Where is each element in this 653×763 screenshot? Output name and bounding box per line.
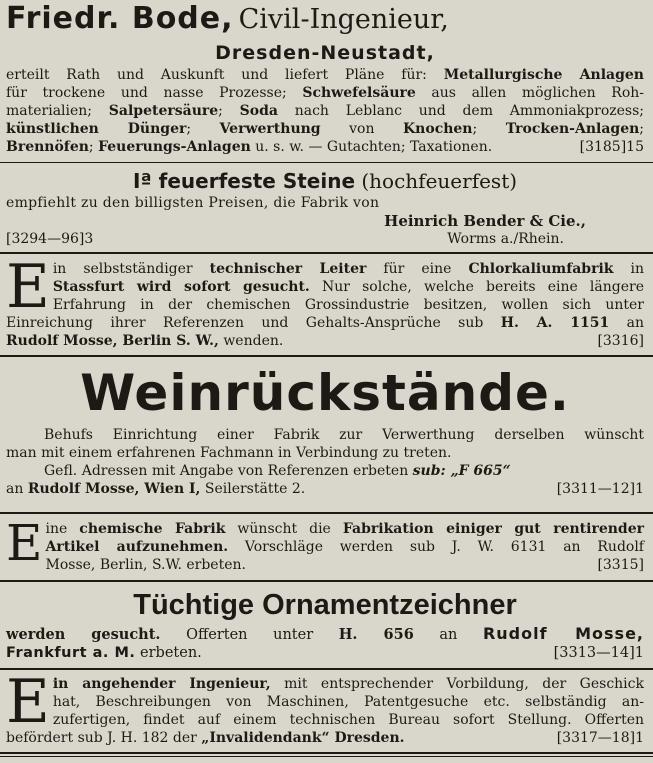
emphasis-text: Stassfurt wird sofort gesucht.	[52, 279, 310, 295]
ad1-body	[6, 66, 644, 156]
body-text: ;	[88, 139, 99, 155]
ad7-initial: E	[6, 667, 50, 737]
ad6-line2-b: erbeten.	[135, 645, 202, 661]
ad2-ref: [3294—96]3	[6, 231, 94, 247]
ad7-ref: [3317—18]1	[556, 730, 644, 746]
ad-weinrueckstaende	[6, 360, 644, 498]
ad1-lines-line	[6, 138, 644, 156]
ad3-lines-line	[6, 314, 644, 332]
ad5-line1-b: chemische Fabrik	[79, 521, 226, 537]
emphasis-text: H. A. 1151	[500, 315, 610, 331]
emphasis-text: Rudolf Mosse, Berlin S. W.,	[6, 333, 219, 349]
divider	[0, 752, 653, 754]
ad-friedr-bode	[6, 2, 644, 156]
ad1-lines-line	[6, 84, 644, 102]
ad5-line2-b: Vorschläge werden sub J. W. 6131 an Rudolf	[228, 539, 644, 555]
ad6-line1-d: an	[413, 627, 483, 643]
divider	[0, 512, 653, 514]
ad3-lines-line	[6, 260, 644, 278]
divider	[0, 756, 653, 757]
emphasis-text: Feuerungs-Anlagen	[98, 139, 251, 155]
emphasis-text: Verwerthung	[219, 121, 321, 137]
ad5-line2-a: Artikel aufzunehmen.	[45, 539, 229, 555]
ad4-line3-sub: sub: „F 665“	[412, 463, 511, 479]
reference-number: [3316]	[597, 333, 644, 349]
emphasis-text: Soda	[239, 103, 278, 119]
ad6-ref: [3313—14]1	[553, 645, 644, 661]
body-text: für trockene und nasse Prozesse;	[6, 85, 303, 101]
ad5-line3: Mosse, Berlin, S.W. erbeten.	[45, 557, 246, 573]
ad1-city: Dresden-Neustadt,	[215, 42, 435, 64]
body-text: ;	[639, 121, 645, 137]
body-text: aus allen möglichen Roh-	[415, 85, 644, 101]
ad6-title: Tüchtige Ornamentzeichner	[133, 589, 517, 621]
divider	[0, 162, 653, 163]
ad5-ref: [3315]	[597, 557, 644, 573]
ad6-line1-b: Offerten unter	[160, 627, 339, 643]
divider	[0, 252, 653, 254]
ad3-lines-line	[6, 278, 644, 296]
ad7-line4-a: befördert sub J. H. 182 der	[6, 730, 202, 746]
ad1-lines-line	[6, 102, 644, 120]
emphasis-text: Metallurgische Anlagen	[443, 67, 644, 83]
ad6-line2-a: Frankfurt a. M.	[6, 645, 136, 661]
ad1-name: Friedr. Bode,	[6, 1, 234, 36]
body-text: in selbstständiger	[52, 261, 210, 277]
ad5-line1-a: ine	[45, 521, 80, 537]
emphasis-text: Knochen	[403, 121, 473, 137]
body-text: erteilt Rath und Auskunft und liefert Pläne für:	[6, 67, 444, 83]
divider	[0, 668, 653, 670]
ad1-lines-line	[6, 66, 644, 84]
ad6-line1-e: Rudolf Mosse,	[482, 624, 644, 643]
emphasis-text: künstlichen Dünger	[6, 121, 187, 137]
body-text: nach Leblanc und dem Ammoniakprozess;	[277, 103, 644, 119]
body-text: von	[320, 121, 404, 137]
ad4-line1: Behufs Einrichtung einer Fabrik zur Verwerthung derselben wünscht	[44, 427, 644, 443]
ad-ornamentzeichner	[6, 585, 644, 662]
ad-feuerfeste-steine	[6, 168, 644, 248]
ad7-line2: hat, Beschreibungen von Maschinen, Patentgesuche etc. selbständig an-	[52, 694, 644, 710]
ad4-address: Rudolf Mosse, Wien I,	[27, 481, 201, 497]
ad7-line3: zufertigen, findet auf einem technischen Bureau sofort Stellung. Offerten	[52, 712, 644, 728]
body-text: für eine	[366, 261, 469, 277]
ad3-initial: E	[6, 252, 50, 322]
body-text: Einreichung ihrer Referenzen und Gehalts-Ansprüche sub	[6, 315, 501, 331]
ad5-line1-d: Fabrikation einiger gut rentirender	[342, 521, 644, 537]
ad2-line1: empfiehlt zu den billigsten Preisen, die Fabrik von	[6, 195, 380, 211]
ad3-lines-line	[6, 296, 644, 314]
ad4-line3: Gefl. Adressen mit Angabe von Referenzen erbeten	[44, 463, 413, 479]
ad2-location: Worms a./Rhein.	[447, 231, 564, 247]
ad4-ref: [3311—12]1	[556, 481, 644, 497]
body-text: ;	[472, 121, 506, 137]
ad1-profession: Civil-Ingenieur,	[238, 4, 449, 35]
ad7-line1-a: in angehender Ingenieur,	[52, 676, 271, 692]
ad3-lines-line	[6, 332, 644, 350]
emphasis-text: Schwefelsäure	[302, 85, 416, 101]
emphasis-text: Brennöfen	[6, 139, 89, 155]
emphasis-text: Trocken-Anlagen	[505, 121, 640, 137]
emphasis-text: Salpetersäure	[108, 103, 219, 119]
ad2-company: Heinrich Bender & Cie.,	[384, 212, 586, 230]
emphasis-text: technischer Leiter	[209, 261, 367, 277]
body-text: wenden.	[218, 333, 284, 349]
ad4-line2: man mit einem erfahrenen Fachmann in Verbindung zu treten.	[6, 445, 452, 461]
body-text: ;	[218, 103, 240, 119]
ad3-body	[6, 252, 644, 350]
ad1-lines-line	[6, 120, 644, 138]
body-text: materialien;	[6, 103, 109, 119]
ad-angehender-ingenieur	[6, 667, 644, 747]
ad4-title: Weinrückstände.	[80, 364, 570, 422]
divider	[0, 355, 653, 357]
ad2-title: Iª feuerfeste Steine	[132, 169, 356, 193]
reference-number: [3185]15	[579, 139, 644, 155]
ad5-line1-c: wünscht die	[225, 521, 343, 537]
body-text: Nur solche, welche bereits eine längere	[309, 279, 644, 295]
ad-technischer-leiter	[6, 252, 644, 350]
body-text: u. s. w. — Gutachten; Taxationen.	[250, 139, 493, 155]
divider	[0, 580, 653, 582]
ad4-street: Seilerstätte 2.	[200, 481, 306, 497]
ad-chemische-fabrik	[6, 514, 644, 574]
body-text: ;	[186, 121, 220, 137]
ad2-title-suffix: (hochfeuerfest)	[355, 169, 518, 193]
body-text: Erfahrung in der chemischen Grossindustrie besitzen, wollen sich unter	[52, 297, 644, 313]
ad4-line4-prefix: an	[6, 481, 28, 497]
ad7-line1-b: mit entsprechender Vorbildung, der Geschick	[270, 676, 644, 692]
ad6-line1-c: H. 656	[338, 626, 414, 643]
ad5-initial: E	[6, 514, 43, 572]
ad6-line1-a: werden gesucht.	[6, 626, 161, 643]
body-text: in	[613, 261, 644, 277]
ad7-line4-b: „Invalidendank“ Dresden.	[201, 730, 405, 746]
emphasis-text: Chlorkaliumfabrik	[468, 261, 614, 277]
body-text: an	[609, 315, 644, 331]
